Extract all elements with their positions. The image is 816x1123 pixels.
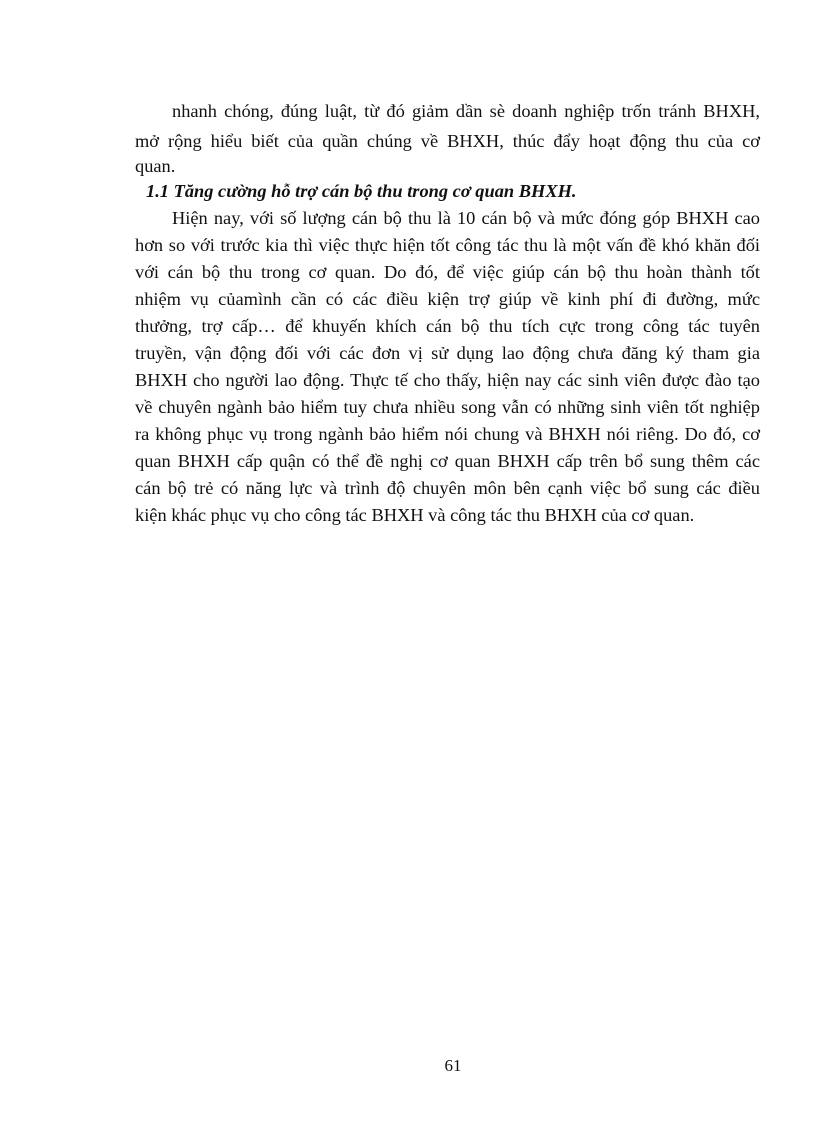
paragraph-1-line-1: nhanh chóng, đúng luật, từ đó giảm dần sè doanh nghiệp trốn tránh BHXH, [172,101,760,121]
paragraph-2-line-11: cán bộ trẻ có năng lực và trình độ chuyên môn bên cạnh việc bổ sung các điều [135,478,760,498]
paragraph-2-line-3: với cán bộ thu trong cơ quan. Do đó, để việc giúp cán bộ thu hoàn thành tốt [135,262,760,282]
paragraph-1-line-3: quan. [135,156,176,176]
section-heading: 1.1 Tăng cường hỗ trợ cán bộ thu trong cơ quan BHXH. [146,181,577,201]
paragraph-2-line-8: về chuyên ngành bảo hiểm tuy chưa nhiều song vẫn có những sinh viên tốt nghiệp [135,397,760,417]
paragraph-2-line-12: kiện khác phục vụ cho công tác BHXH và công tác thu BHXH của cơ quan. [135,505,695,525]
paragraph-2-line-4: nhiệm vụ củamình cần có các điều kiện trợ giúp về kinh phí đi đường, mức [135,289,760,309]
paragraph-2-line-1: Hiện nay, với số lượng cán bộ thu là 10 cán bộ và mức đóng góp BHXH cao [172,208,760,228]
paragraph-2-line-7: BHXH cho người lao động. Thực tế cho thấy, hiện nay các sinh viên được đào tạo [135,370,760,390]
paragraph-2-line-5: thưởng, trợ cấp… để khuyến khích cán bộ thu tích cực trong công tác tuyên [135,316,760,336]
paragraph-2-line-6: truyền, vận động đối với các đơn vị sử dụng lao động chưa đăng ký tham gia [135,343,760,363]
paragraph-2-line-9: ra không phục vụ trong ngành bảo hiểm nói chung và BHXH nói riêng. Do đó, cơ [135,424,760,444]
paragraph-1-line-2: mở rộng hiểu biết của quần chúng về BHXH, thúc đẩy hoạt động thu của cơ [135,131,760,151]
paragraph-2-line-2: hơn so với trước kia thì việc thực hiện tốt công tác thu là một vấn đề khó khăn đối [135,235,760,255]
page-number: 61 [444,1056,462,1075]
paragraph-2-line-10: quan BHXH cấp quận có thể đề nghị cơ quan BHXH cấp trên bổ sung thêm các [135,451,760,471]
